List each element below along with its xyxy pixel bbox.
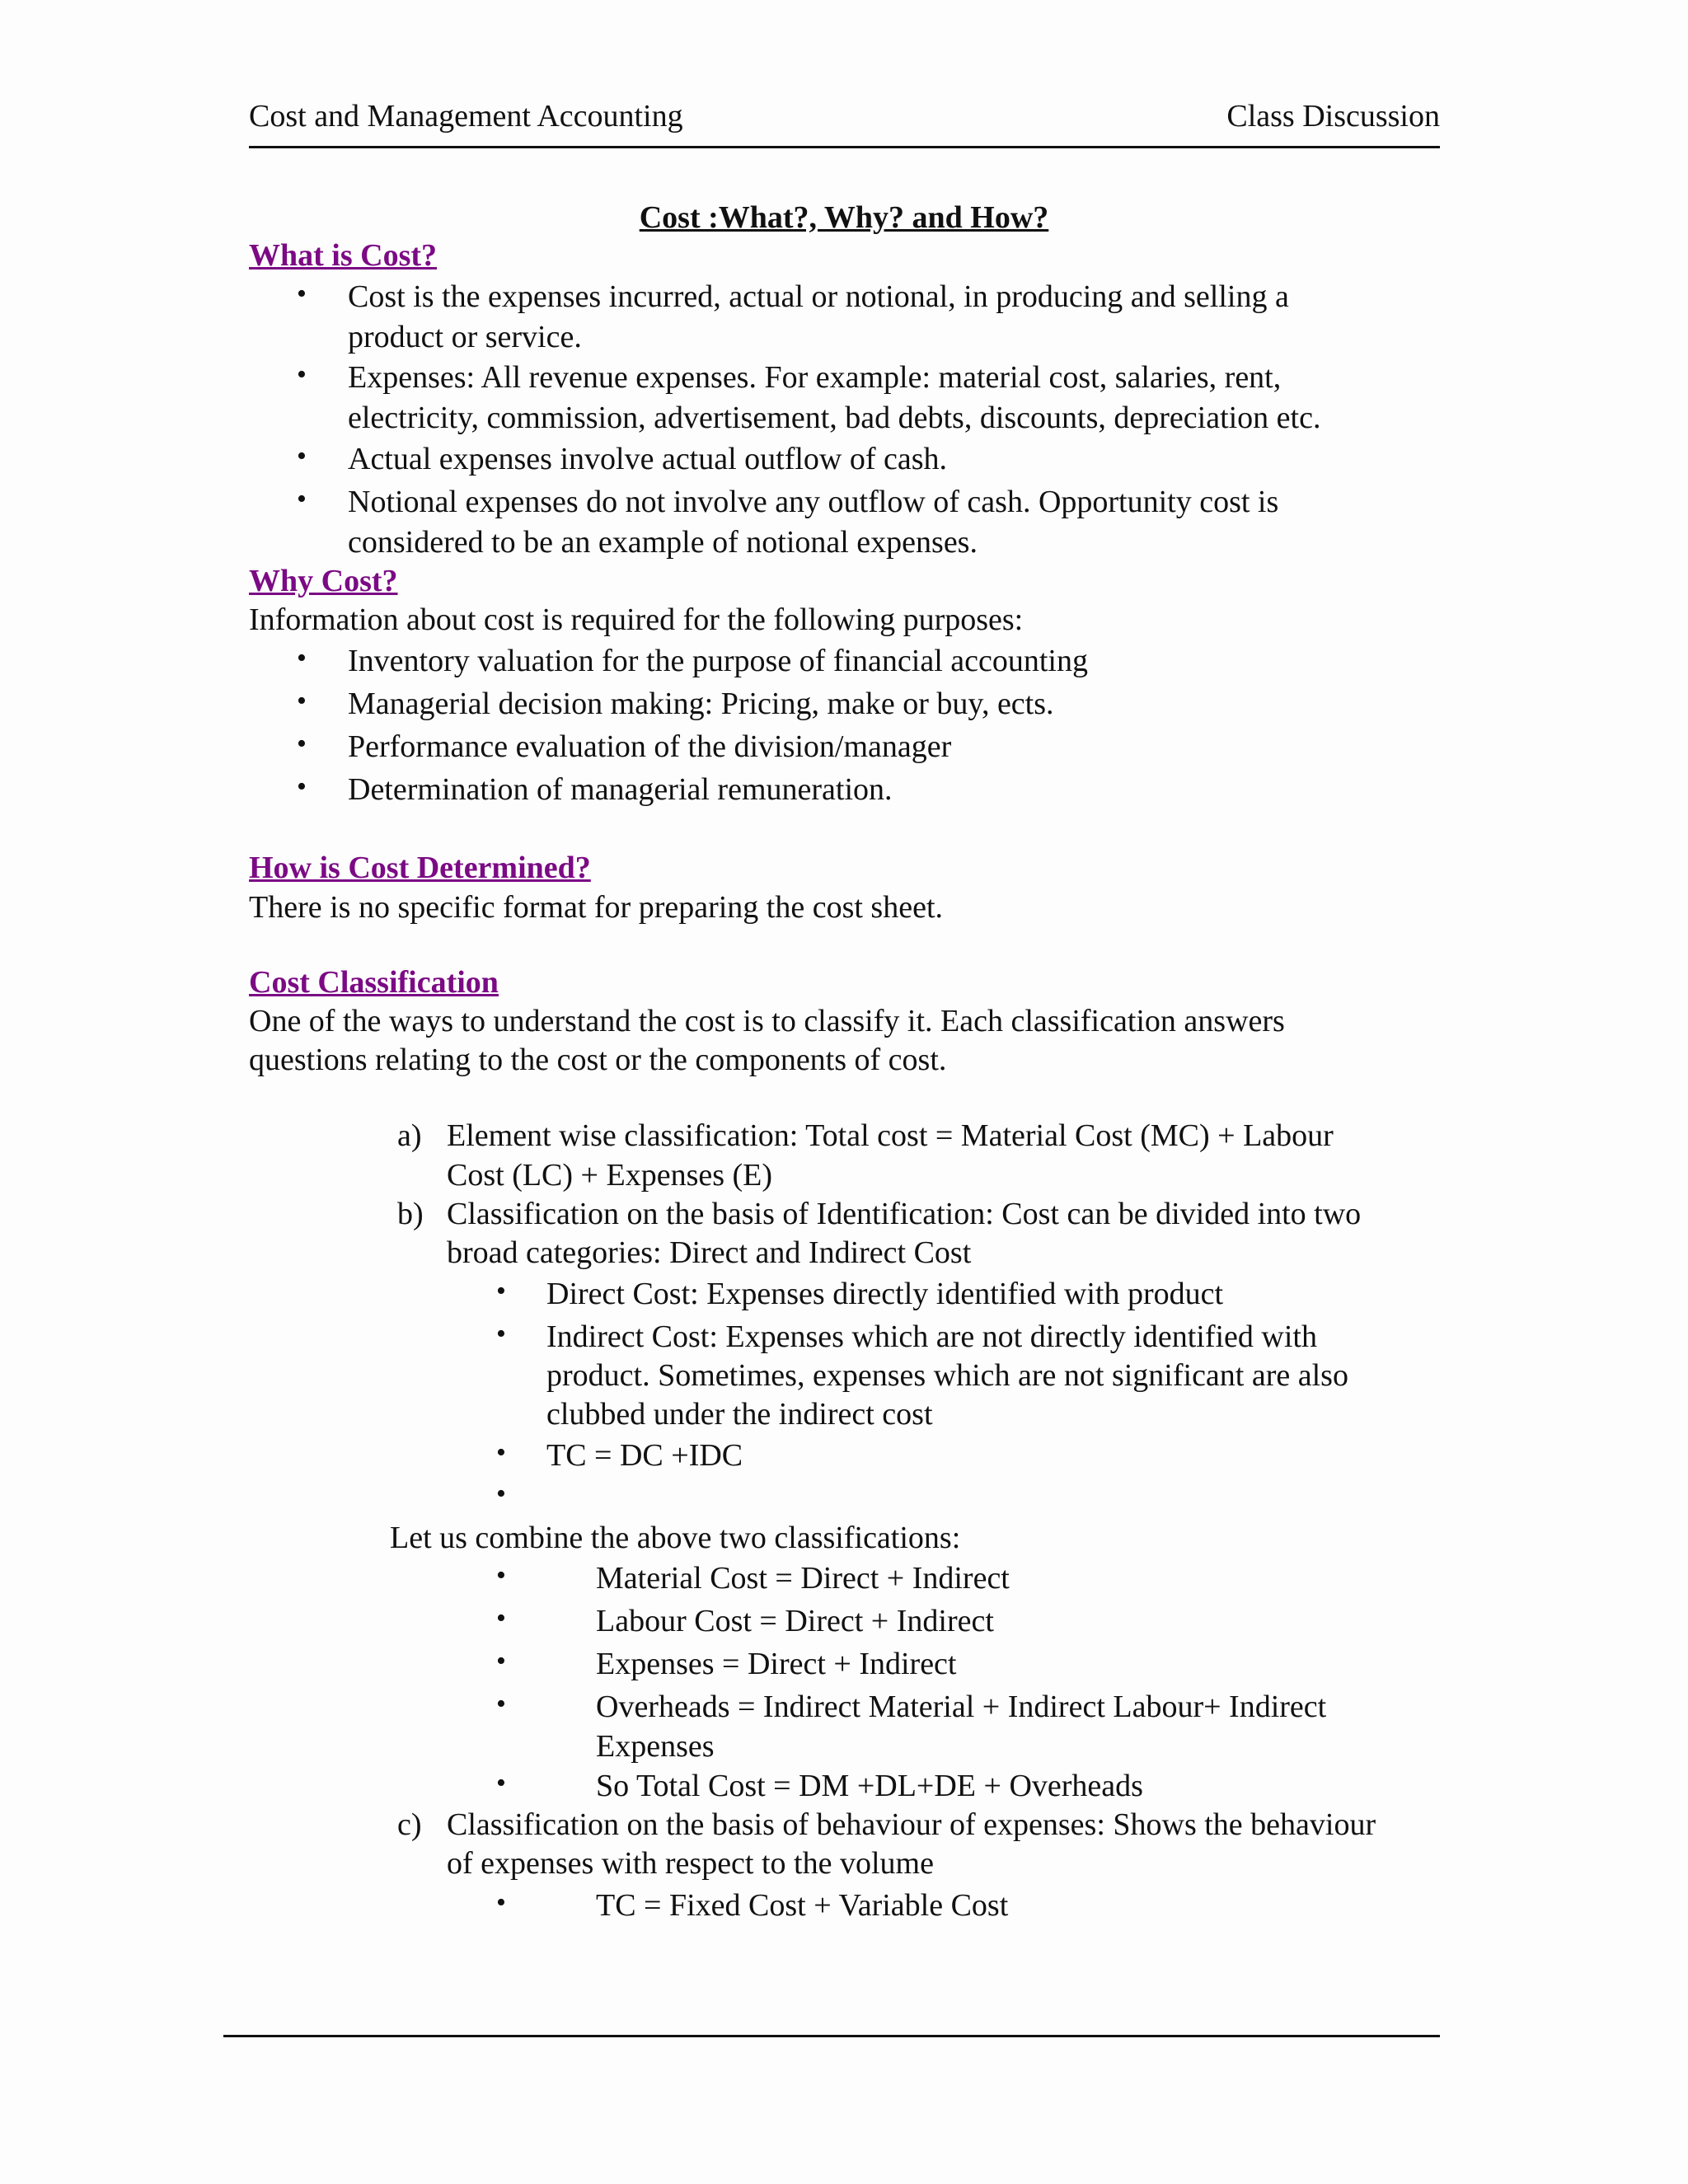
list-item-text: Classification on the basis of Identification: Cost can be divided into two: [447, 1197, 1362, 1231]
list-item-text: TC = DC +IDC: [546, 1438, 743, 1473]
section-heading-how: How is Cost Determined?: [249, 851, 591, 885]
list-item-text: product. Sometimes, expenses which are not significant are also: [546, 1358, 1348, 1393]
bullet-dot: •: [496, 1768, 506, 1798]
list-item-text: Element wise classification: Total cost = Material Cost (MC) + Labour: [447, 1118, 1334, 1153]
list-item-text: electricity, commission, advertisement, bad debts, discounts, depreciation etc.: [348, 401, 1321, 435]
list-item-text: Expenses: [596, 1729, 715, 1764]
header-rule: [249, 146, 1440, 148]
bullet-dot: •: [496, 1689, 506, 1719]
classification-intro-line: One of the ways to understand the cost is to classify it. Each classification answers: [249, 1004, 1285, 1038]
bullet-dot: •: [496, 1437, 506, 1468]
list-item-text: Cost (LC) + Expenses (E): [447, 1158, 773, 1193]
bullet-dot: •: [496, 1646, 506, 1676]
list-item-text: Indirect Cost: Expenses which are not directly identified with: [546, 1319, 1317, 1354]
header-right: Class Discussion: [1226, 99, 1440, 134]
list-item-text: Determination of managerial remuneration.: [348, 772, 893, 807]
bullet-dot: •: [297, 643, 307, 673]
bullet-dot: •: [496, 1319, 506, 1349]
list-item-text: clubbed under the indirect cost: [546, 1397, 933, 1432]
list-item-text: Overheads = Indirect Material + Indirect Labour+ Indirect: [596, 1690, 1327, 1724]
bullet-dot: •: [297, 441, 307, 471]
bullet-dot: •: [496, 1276, 506, 1306]
bullet-dot: •: [297, 359, 307, 390]
list-item-text: Cost is the expenses incurred, actual or notional, in producing and selling a: [348, 279, 1289, 314]
list-item-text: Direct Cost: Expenses directly identified with product: [546, 1277, 1224, 1311]
list-item-text: Actual expenses involve actual outflow of cash.: [348, 442, 948, 476]
bullet-dot: •: [297, 279, 307, 309]
list-item-text: Classification on the basis of behaviour of expenses: Shows the behaviour: [447, 1807, 1376, 1842]
bullet-dot: •: [297, 729, 307, 759]
page-title: Cost :What?, Why? and How?: [639, 200, 1049, 235]
section-heading-why: Why Cost?: [249, 564, 398, 598]
list-item-text: broad categories: Direct and Indirect Cost: [447, 1235, 972, 1270]
list-marker-c: c): [397, 1807, 422, 1842]
list-item-text: considered to be an example of notional expenses.: [348, 525, 978, 560]
list-item-text: Material Cost = Direct + Indirect: [596, 1561, 1010, 1596]
bullet-dot: •: [297, 771, 307, 802]
list-item-text: Expenses: All revenue expenses. For example: material cost, salaries, rent,: [348, 360, 1282, 395]
how-text: There is no specific format for preparing the cost sheet.: [249, 890, 944, 925]
list-marker-a: a): [397, 1118, 422, 1153]
bullet-dot: •: [297, 686, 307, 716]
why-intro: Information about cost is required for the following purposes:: [249, 602, 1024, 637]
header-left: Cost and Management Accounting: [249, 99, 683, 134]
bullet-dot: •: [496, 1479, 506, 1509]
list-item-text: product or service.: [348, 320, 582, 354]
list-item-text: Inventory valuation for the purpose of financial accounting: [348, 644, 1088, 678]
list-item-text: So Total Cost = DM +DL+DE + Overheads: [596, 1769, 1143, 1803]
list-item-text: Expenses = Direct + Indirect: [596, 1647, 957, 1681]
section-heading-classification: Cost Classification: [249, 965, 499, 1000]
list-item-text: Performance evaluation of the division/manager: [348, 729, 952, 764]
classification-intro-line: questions relating to the cost or the components of cost.: [249, 1043, 947, 1077]
list-item-text: of expenses with respect to the volume: [447, 1846, 934, 1881]
list-item-text: Notional expenses do not involve any outflow of cash. Opportunity cost is: [348, 485, 1279, 519]
list-item-text: Managerial decision making: Pricing, make or buy, ects.: [348, 687, 1054, 721]
bullet-dot: •: [496, 1560, 506, 1591]
bullet-dot: •: [496, 1887, 506, 1918]
bullet-dot: •: [496, 1603, 506, 1633]
section-heading-what: What is Cost?: [249, 238, 438, 273]
list-item-text: Labour Cost = Direct + Indirect: [596, 1604, 994, 1638]
footer-rule: [223, 2035, 1440, 2037]
combine-intro: Let us combine the above two classifications:: [390, 1521, 961, 1555]
list-item-text: TC = Fixed Cost + Variable Cost: [596, 1888, 1009, 1923]
list-marker-b: b): [397, 1197, 424, 1231]
bullet-dot: •: [297, 484, 307, 514]
